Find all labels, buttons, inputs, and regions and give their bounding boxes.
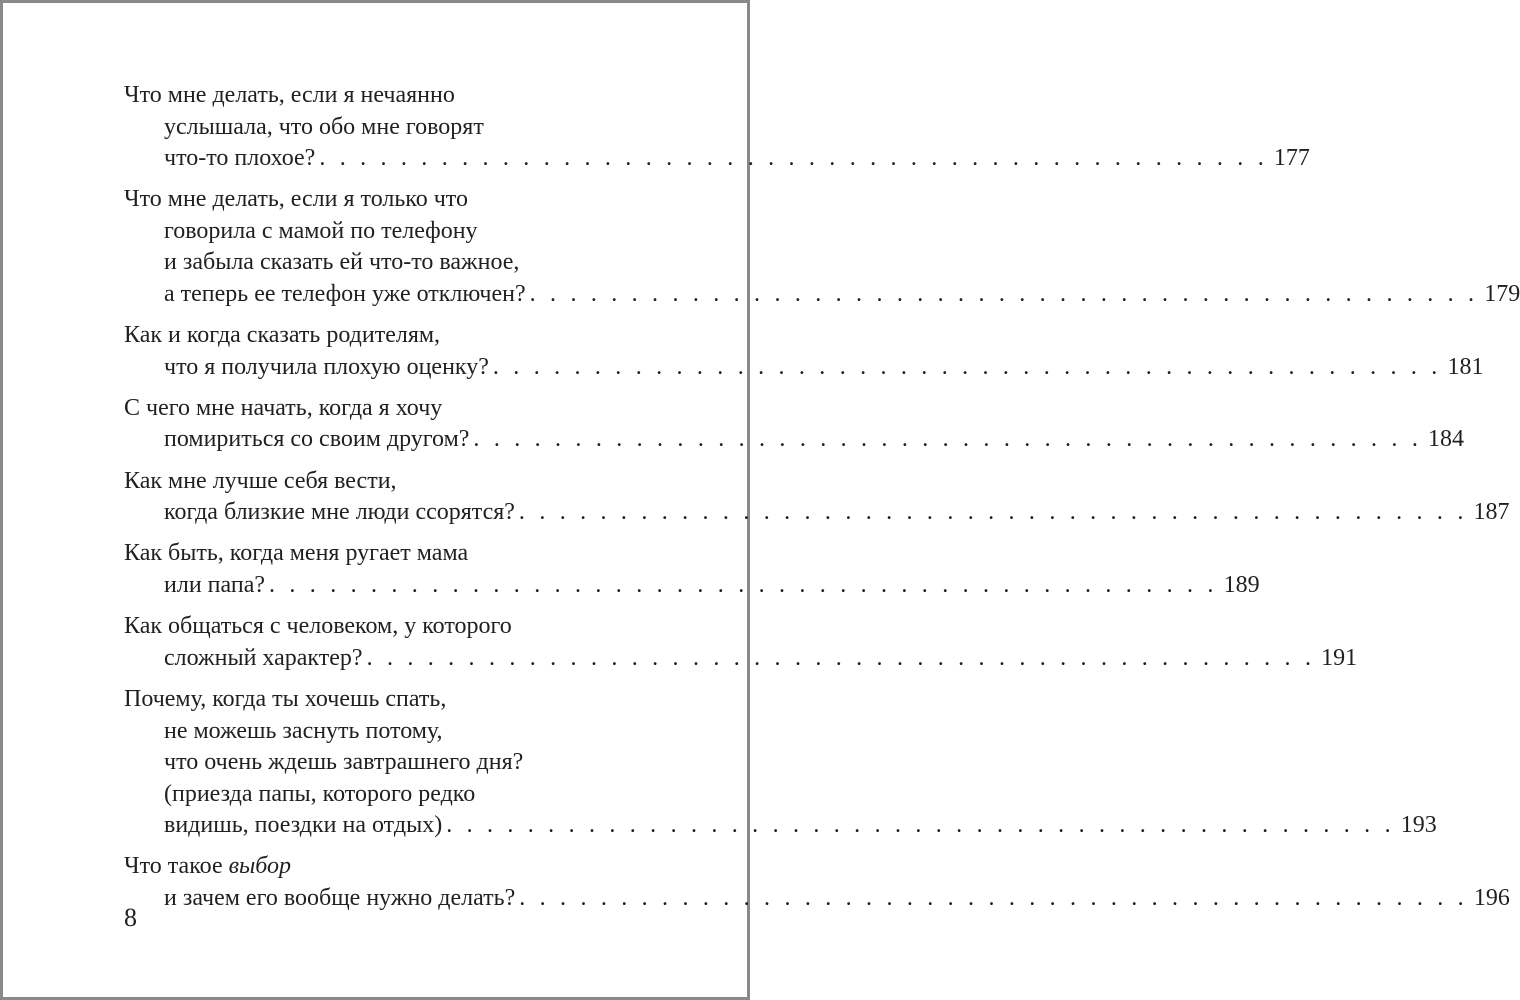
toc-entry-title-line: когда близкие мне люди ссорятся? <box>164 499 515 526</box>
toc-entry[interactable] <box>124 393 1465 456</box>
toc-entry[interactable] <box>124 466 1510 529</box>
toc-entry-title-line: Почему, когда ты хочешь спать, <box>124 686 447 713</box>
toc-entry-title-line: что-то плохое? <box>164 145 316 171</box>
toc-page-number[interactable]: 187 <box>1473 499 1510 526</box>
toc-page-number[interactable]: 191 <box>1321 644 1358 671</box>
toc-entry-title-line: видишь, поездки на отдых) <box>164 812 443 839</box>
toc-entry-title-line: Что мне делать, если я нечаянно <box>124 82 455 108</box>
toc-entry-title-line: и зачем его вообще нужно делать? <box>164 884 516 911</box>
dot-leader: . . . . . . . . . . . . . . . . . . . . . . . . . . . . . . . . . . . . . . . . . . . . . . . <box>269 571 1218 598</box>
dot-leader: . . . . . . . . . . . . . . . . . . . . . . . . . . . . . . . . . . . . . . . . . . . . . . . <box>319 145 1268 171</box>
toc-entry-last-line <box>124 883 1510 915</box>
toc-entry[interactable] <box>124 184 1520 310</box>
toc-entry-title-line: С чего мне начать, когда я хочу <box>124 394 443 421</box>
toc-entry-last-line <box>124 643 1358 675</box>
toc-entry[interactable] <box>124 320 1484 383</box>
toc-entry-last-line <box>124 143 1310 175</box>
toc-entry[interactable] <box>124 538 1260 601</box>
toc-entry-title-line: не можешь заснуть потому, <box>164 717 443 744</box>
toc-entry-last-line <box>124 570 1260 602</box>
toc-entry-title-line: Как общаться с человеком, у которого <box>124 613 512 640</box>
toc-page-number[interactable]: 179 <box>1484 280 1520 307</box>
dot-leader: . . . . . . . . . . . . . . . . . . . . . . . . . . . . . . . . . . . . . . . . . . . . . . . <box>446 812 1395 839</box>
toc-entry-title-line: сложный характер? <box>164 644 363 671</box>
toc-entry-last-line <box>124 424 1465 456</box>
toc-entry[interactable] <box>124 684 1437 842</box>
toc-entry-last-line <box>124 497 1510 529</box>
toc-entry-title-line: услышала, что обо мне говорят <box>164 113 484 140</box>
dot-leader: . . . . . . . . . . . . . . . . . . . . . . . . . . . . . . . . . . . . . . . . . . . . . . . <box>518 499 1468 526</box>
toc-entry-title-line: помириться со своим другом? <box>164 426 470 453</box>
toc-page-number[interactable]: 196 <box>1473 884 1510 911</box>
toc-page-number[interactable]: 177 <box>1273 145 1310 171</box>
dot-leader: . . . . . . . . . . . . . . . . . . . . . . . . . . . . . . . . . . . . . . . . . . . . . . . <box>473 426 1423 453</box>
toc-entry-title-line: Как быть, когда меня ругает мама <box>124 540 469 567</box>
table-of-contents <box>124 80 1520 924</box>
toc-entry[interactable] <box>124 80 1310 175</box>
toc-entry-title-line: Как и когда сказать родителям, <box>124 322 441 349</box>
toc-page-number[interactable]: 193 <box>1400 812 1437 839</box>
dot-leader: . . . . . . . . . . . . . . . . . . . . . . . . . . . . . . . . . . . . . . . . . . . . . . . <box>529 280 1479 307</box>
page-folio-number: 8 <box>124 903 137 932</box>
toc-page-number[interactable]: 189 <box>1223 571 1260 598</box>
toc-entry-title-text: Что такое <box>124 853 223 880</box>
toc-page-number[interactable]: 184 <box>1428 426 1465 453</box>
toc-entry-title-line: а теперь ее телефон уже отключен? <box>164 280 526 307</box>
toc-entry-title-line: или папа? <box>164 571 265 598</box>
toc-entry-title-line: Как мне лучше себя вести, <box>124 467 397 494</box>
toc-entry-title-line: Что мне делать, если я только что <box>124 186 468 213</box>
toc-entry-title-line: и забыла сказать ей что-то важное, <box>164 249 520 276</box>
toc-entry-title-line: что я получила плохую оценку? <box>164 353 489 380</box>
toc-entry[interactable] <box>124 611 1358 674</box>
toc-entry-title-line: что очень ждешь завтрашнего дня? <box>164 749 524 776</box>
dot-leader: . . . . . . . . . . . . . . . . . . . . . . . . . . . . . . . . . . . . . . . . . . . . . . . <box>519 884 1468 911</box>
toc-entry[interactable] <box>124 851 1510 914</box>
dot-leader: . . . . . . . . . . . . . . . . . . . . . . . . . . . . . . . . . . . . . . . . . . . . . . . <box>492 353 1442 380</box>
toc-entry-last-line <box>124 279 1520 311</box>
toc-page-number[interactable]: 181 <box>1447 353 1484 380</box>
toc-entry-title-line <box>124 851 636 883</box>
toc-entry-last-line <box>124 352 1484 384</box>
toc-entry-last-line <box>124 810 1437 842</box>
italic-word: выбор <box>228 853 292 880</box>
toc-entry-title-line: говорила с мамой по телефону <box>164 217 478 244</box>
dot-leader: . . . . . . . . . . . . . . . . . . . . . . . . . . . . . . . . . . . . . . . . . . . . . . . <box>366 644 1316 671</box>
toc-entry-title-line: (приезда папы, которого редко <box>164 780 476 807</box>
